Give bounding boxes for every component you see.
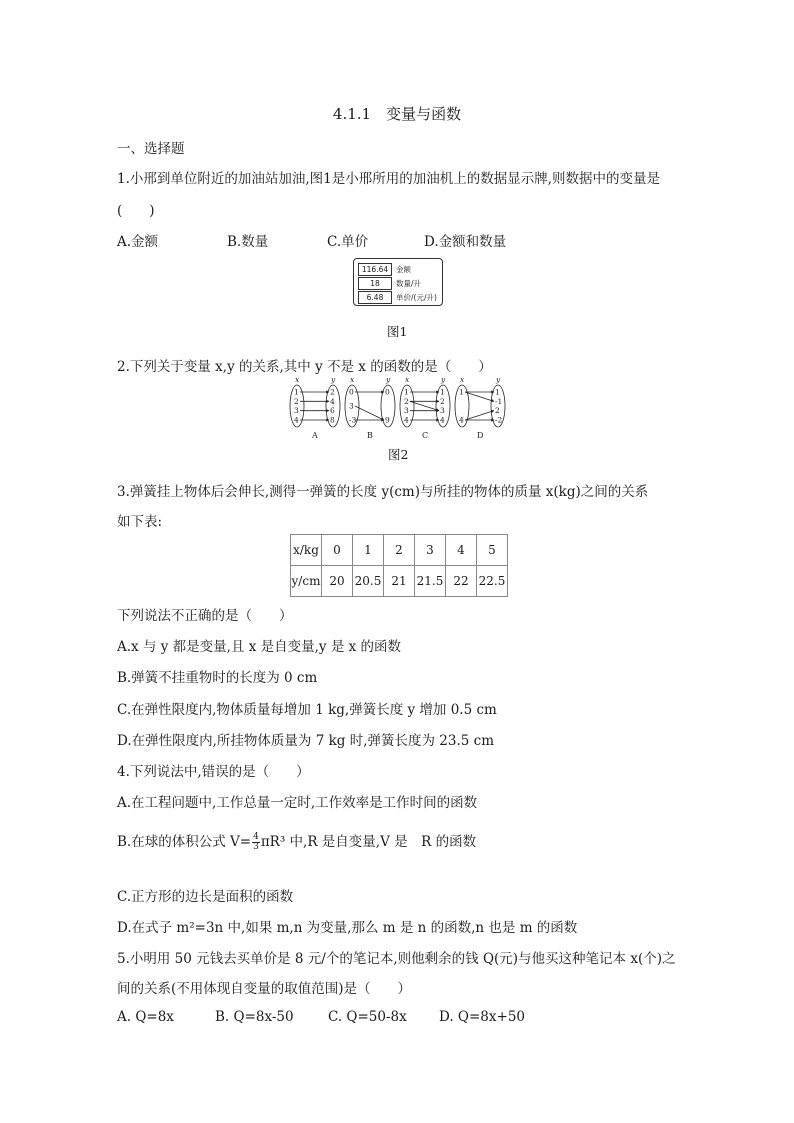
- table-cell: 21: [384, 566, 415, 597]
- domain-element: 4: [294, 415, 299, 425]
- volume-fraction: [252, 833, 260, 852]
- range-element: 2: [330, 387, 335, 397]
- q4-option-b[interactable]: [117, 830, 476, 852]
- panel-row-quantity: [358, 277, 421, 288]
- y-set-label: y: [496, 376, 501, 384]
- table-cell: 0: [322, 535, 353, 566]
- table-cell: 21.5: [415, 566, 446, 597]
- figure1-caption: 图1: [387, 324, 408, 339]
- domain-element: 3: [349, 401, 354, 411]
- table-cell: 1: [353, 535, 384, 566]
- y-set-label: y: [331, 376, 336, 384]
- q1-option-c[interactable]: C.单价: [327, 234, 369, 250]
- table-row-length: [291, 566, 508, 597]
- q4-option-d[interactable]: D.在式子 m²=3n 中,如果 m,n 为变量,那么 m 是 n 的函数,n 也是 m 的函数: [117, 920, 578, 936]
- domain-element: -3: [349, 415, 357, 425]
- table-cell: 22.5: [477, 566, 508, 597]
- domain-element: 1: [404, 387, 409, 397]
- domain-element: 4: [459, 415, 464, 425]
- panel-row-amount: [358, 263, 411, 274]
- figure2-caption: 图2: [388, 447, 409, 462]
- range-element: -2: [495, 415, 503, 425]
- domain-element: 4: [404, 415, 409, 425]
- domain-element: 3: [404, 406, 409, 416]
- diagram-label: D: [477, 431, 484, 440]
- range-element: 0: [385, 387, 390, 397]
- table-cell: 20: [322, 566, 353, 597]
- table-row-mass: [291, 535, 508, 566]
- q1-stem: 1.小邢到单位附近的加油站加油,图1是小邢所用的加油机上的数据显示牌,则数据中的变量是: [117, 171, 661, 187]
- q3-ask: 下列说法不正确的是（ ）: [117, 608, 293, 624]
- domain-element: 1: [459, 387, 464, 397]
- q4-option-b-post: πR³ 中,R 是自变量,V 是 R 的函数: [260, 834, 477, 850]
- y-set-label: y: [441, 376, 446, 384]
- q1-option-a[interactable]: A.金额: [117, 234, 159, 250]
- fraction-denominator: 3: [253, 842, 259, 852]
- q1-option-d[interactable]: D.金额和数量: [424, 234, 507, 250]
- diagram-label: A: [312, 431, 318, 440]
- range-element: 2: [440, 396, 445, 406]
- domain-element: 3: [294, 406, 299, 416]
- panel-quantity-value: 18: [358, 277, 392, 290]
- panel-row-price: [358, 291, 437, 302]
- table-cell: 5: [477, 535, 508, 566]
- q4-option-c[interactable]: C.正方形的边长是面积的函数: [117, 889, 294, 905]
- x-set-label: x: [295, 376, 300, 384]
- q2-stem: 2.下列关于变量 x,y 的关系,其中 y 不是 x 的函数的是（ ）: [117, 359, 492, 375]
- q1-option-b[interactable]: B.数量: [227, 234, 269, 250]
- x-set-label: x: [460, 376, 465, 384]
- y-set-label: y: [386, 376, 391, 384]
- table-cell: 20.5: [353, 566, 384, 597]
- mapping-arrow: [355, 406, 384, 420]
- table-head-length: y/cm: [291, 566, 322, 597]
- fraction-numerator: 4: [253, 832, 259, 842]
- table-cell: 3: [415, 535, 446, 566]
- domain-element: 0: [349, 387, 354, 397]
- x-set-label: x: [405, 376, 410, 384]
- panel-quantity-label: 数量/升: [396, 279, 422, 288]
- range-element: 2: [495, 406, 500, 416]
- table-cell: 22: [446, 566, 477, 597]
- x-set-label: x: [350, 376, 355, 384]
- q3-option-c[interactable]: C.在弹性限度内,物体质量每增加 1 kg,弹簧长度 y 增加 0.5 cm: [117, 702, 497, 718]
- domain-element: 2: [294, 396, 299, 406]
- range-element: 4: [440, 415, 445, 425]
- q4-stem: 4.下列说法中,错误的是（ ）: [117, 764, 310, 780]
- fuel-display-panel: [353, 258, 443, 306]
- range-element: -1: [495, 396, 503, 406]
- panel-price-label: 单价/(元/升): [396, 293, 437, 302]
- mapping-diagrams: [284, 376, 514, 442]
- q5-option-b[interactable]: B. Q=8x-50: [215, 1009, 294, 1025]
- q3-stem: 3.弹簧挂上物体后会伸长,测得一弹簧的长度 y(cm)与所挂的物体的质量 x(kg)之间的关系: [117, 484, 649, 500]
- diagram-label: C: [422, 431, 429, 440]
- range-element: 4: [330, 396, 335, 406]
- page-title: 4.1.1 变量与函数: [332, 105, 462, 123]
- domain-element: 2: [404, 396, 409, 406]
- q5-stem-cont: 间的关系(不用体现自变量的取值范围)是（ ）: [117, 981, 412, 997]
- spring-data-table: [290, 534, 508, 597]
- q4-option-a[interactable]: A.在工程问题中,工作总量一定时,工作效率是工作时间的函数: [117, 795, 478, 811]
- panel-price-value: 6.48: [358, 291, 392, 304]
- q3-option-d[interactable]: D.在弹性限度内,所挂物体质量为 7 kg 时,弹簧长度为 23.5 cm: [117, 733, 495, 749]
- q5-option-c[interactable]: C. Q=50-8x: [328, 1009, 407, 1025]
- panel-amount-value: 116.64: [358, 263, 392, 276]
- range-element: 1: [495, 387, 500, 397]
- section-heading: 一、选择题: [117, 141, 185, 157]
- table-head-mass: x/kg: [291, 535, 322, 566]
- range-element: 9: [385, 415, 390, 425]
- q5-option-d[interactable]: D. Q=8x+50: [439, 1009, 525, 1025]
- q3-option-a[interactable]: A.x 与 y 都是变量,且 x 是自变量,y 是 x 的函数: [117, 639, 402, 655]
- q4-option-b-pre: B.在球的体积公式 V=: [117, 834, 252, 850]
- mapping-arrow: [465, 392, 494, 401]
- range-element: 8: [330, 415, 335, 425]
- q5-option-a[interactable]: A. Q=8x: [117, 1009, 174, 1025]
- table-cell: 4: [446, 535, 477, 566]
- q5-stem: 5.小明用 50 元钱去买单价是 8 元/个的笔记本,则他剩余的钱 Q(元)与他买这种笔记本 x(个)之: [117, 951, 676, 967]
- q1-stem-blank: ( ): [117, 203, 155, 219]
- diagram-label: B: [367, 431, 373, 440]
- q3-option-b[interactable]: B.弹簧不挂重物时的长度为 0 cm: [117, 670, 318, 686]
- panel-amount-label: 金额: [396, 265, 411, 274]
- domain-element: 1: [294, 387, 299, 397]
- range-element: 1: [440, 387, 445, 397]
- q3-stem-cont: 如下表:: [117, 514, 163, 530]
- range-element: 6: [330, 406, 335, 416]
- mapping-arrow: [465, 411, 494, 420]
- range-element: 3: [440, 406, 445, 416]
- table-cell: 2: [384, 535, 415, 566]
